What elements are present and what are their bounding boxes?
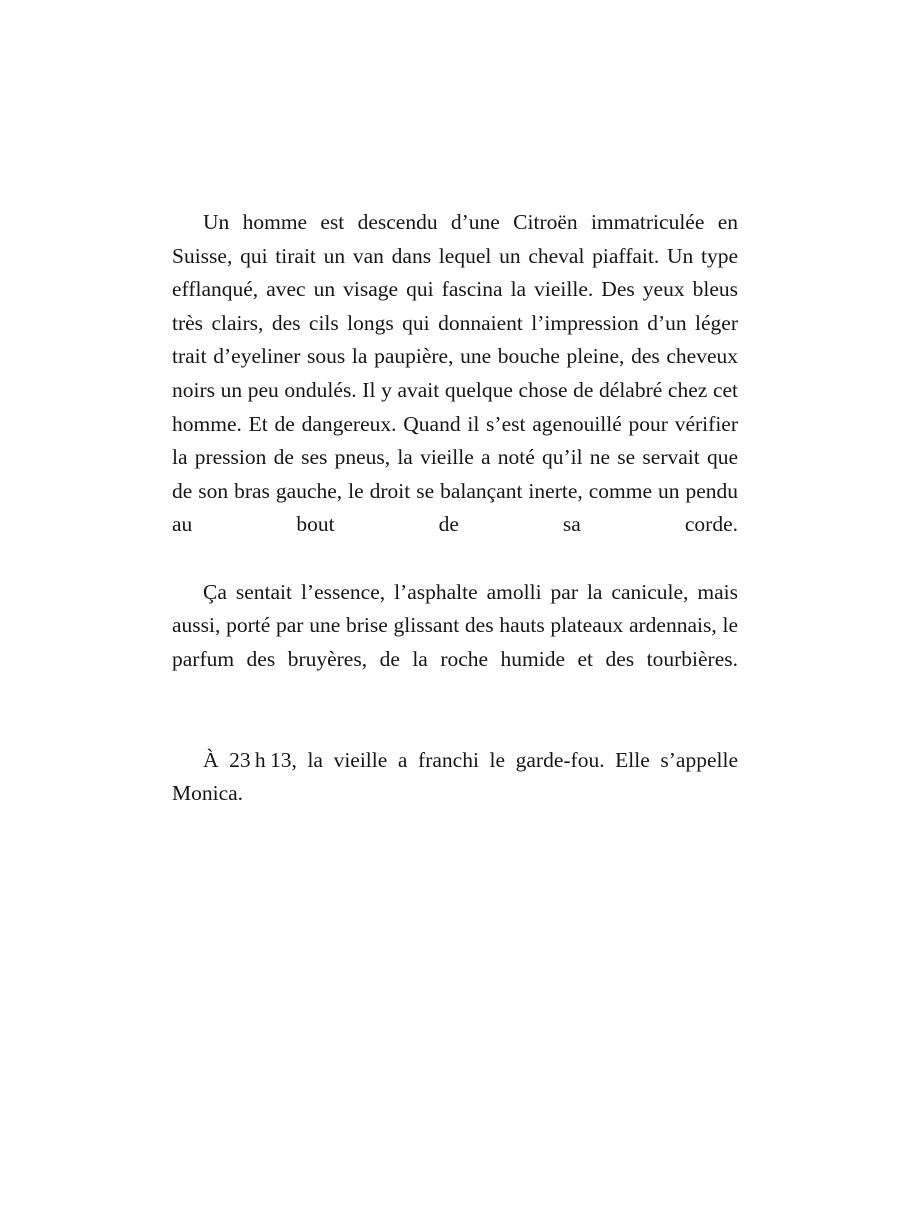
page-text-block — [172, 206, 738, 844]
body-paragraph-1: Un homme est descendu d’une Citroën immatriculée en Suisse, qui tirait un van dans lequel un cheval piaffait. Un type efflanqué, avec un visage qui fascina la vieille. Des yeux bleus très clairs, des cils longs qui donnaient l’impression d’un léger trait d’eyeliner sous la paupière, une bouche pleine, des cheveux noirs un peu ondulés. Il y avait quelque chose de délabré chez cet homme. Et de dangereux. Quand il s’est agenouillé pour vérifier la pression de ses pneus, la vieille a noté qu’il ne se servait que de son bras gauche, le droit se balançant inerte, comme un pendu au bout de sa corde. — [172, 210, 738, 537]
body-paragraph-3: À 23 h 13, la vieille a franchi le garde-fou. Elle s’appelle Monica. — [172, 747, 738, 806]
body-paragraph-2: Ça sentait l’essence, l’asphalte amolli par la canicule, mais aussi, porté par une brise glissant des hauts plateaux ardennais, le parfum des bruyères, de la roche humide et des tourbières. — [172, 579, 738, 671]
